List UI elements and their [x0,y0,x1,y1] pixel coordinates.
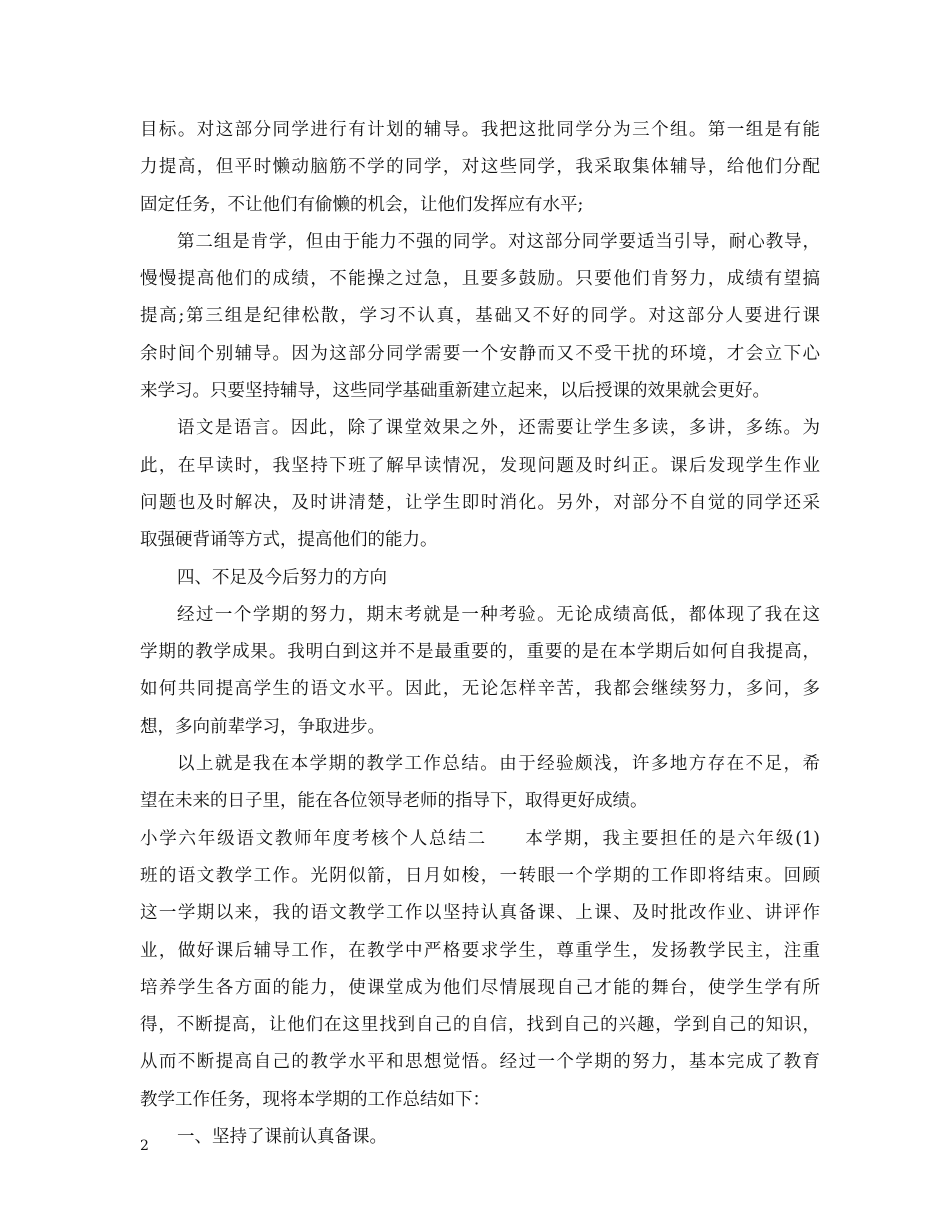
text-line: 经过一个学期的努力，期末考就是一种考验。无论成绩高低，都体现了我在这 [177,604,820,625]
text-line: 从而不断提高自己的教学水平和思想觉悟。经过一个学期的努力，基本完成了教育 [140,1052,820,1073]
text-line: 班的语文教学工作。光阴似箭，日月如梭，一转眼一个学期的工作即将结束。回顾 [140,865,820,886]
text-line: 力提高，但平时懒动脑筋不学的同学，对这些同学，我采取集体辅导，给他们分配 [140,157,820,178]
text-line: 来学习。只要坚持辅导，这些同学基础重新建立起来，以后授课的效果就会更好。 [140,381,770,402]
text-line: 问题也及时解决，及时讲清楚，让学生即时消化。另外，对部分不自觉的同学还采 [140,492,820,513]
text-line: 余时间个别辅导。因为这部分同学需要一个安静而又不受干扰的环境，才会立下心 [140,343,820,364]
text-line: 业，做好课后辅导工作，在教学中严格要求学生，尊重学生，发扬教学民主，注重 [140,940,820,961]
text-line: 一、坚持了课前认真备课。 [177,1127,387,1148]
text-line: 慢慢提高他们的成绩，不能操之过急，且要多鼓励。只要他们肯努力，成绩有望搞 [140,269,820,290]
text-line: 取强硬背诵等方式，提高他们的能力。 [140,530,438,551]
text-line: 固定任务，不让他们有偷懒的机会，让他们发挥应有水平; [140,194,584,215]
text-line: 目标。对这部分同学进行有计划的辅导。我把这批同学分为三个组。第一组是有能 [140,120,820,140]
text-line: 望在未来的日子里，能在各位领导老师的指导下，取得更好成绩。 [140,791,648,812]
text-line: 四、不足及今后努力的方向 [177,567,387,588]
document-body [140,112,820,1156]
text-line: 教学工作任务，现将本学期的工作总结如下： [140,1089,490,1110]
text-line: 如何共同提高学生的语文水平。因此，无论怎样辛苦，我都会继续努力，多问，多 [140,679,820,700]
text-line: 培养学生各方面的能力，使课堂成为他们尽情展现自己才能的舞台，使学生学有所 [140,977,820,998]
text-line: 学期的教学成果。我明白到这并不是最重要的，重要的是在本学期后如何自我提高， [140,642,820,663]
page-number: 2 [140,1138,149,1154]
text-line: 小学六年级语文教师年度考核个人总结二 本学期，我主要担任的是六年级(1) [140,828,820,849]
text-line: 提高;第三组是纪律松散，学习不认真，基础又不好的同学。对这部分人要进行课 [140,306,820,327]
text-line: 语文是语言。因此，除了课堂效果之外，还需要让学生多读，多讲，多练。为 [177,418,820,439]
text-line: 此，在早读时，我坚持下班了解早读情况，发现问题及时纠正。课后发现学生作业 [140,455,820,476]
text-line: 第二组是肯学，但由于能力不强的同学。对这部分同学要适当引导，耐心教导， [177,231,820,252]
text-line: 以上就是我在本学期的教学工作总结。由于经验颇浅，许多地方存在不足，希 [177,754,820,775]
text-line: 想，多向前辈学习，争取进步。 [140,716,385,737]
text-line: 这一学期以来，我的语文教学工作以坚持认真备课、上课、及时批改作业、讲评作 [140,903,820,924]
text-line: 得，不断提高，让他们在这里找到自己的自信，找到自己的兴趣，学到自己的知识， [140,1015,820,1036]
